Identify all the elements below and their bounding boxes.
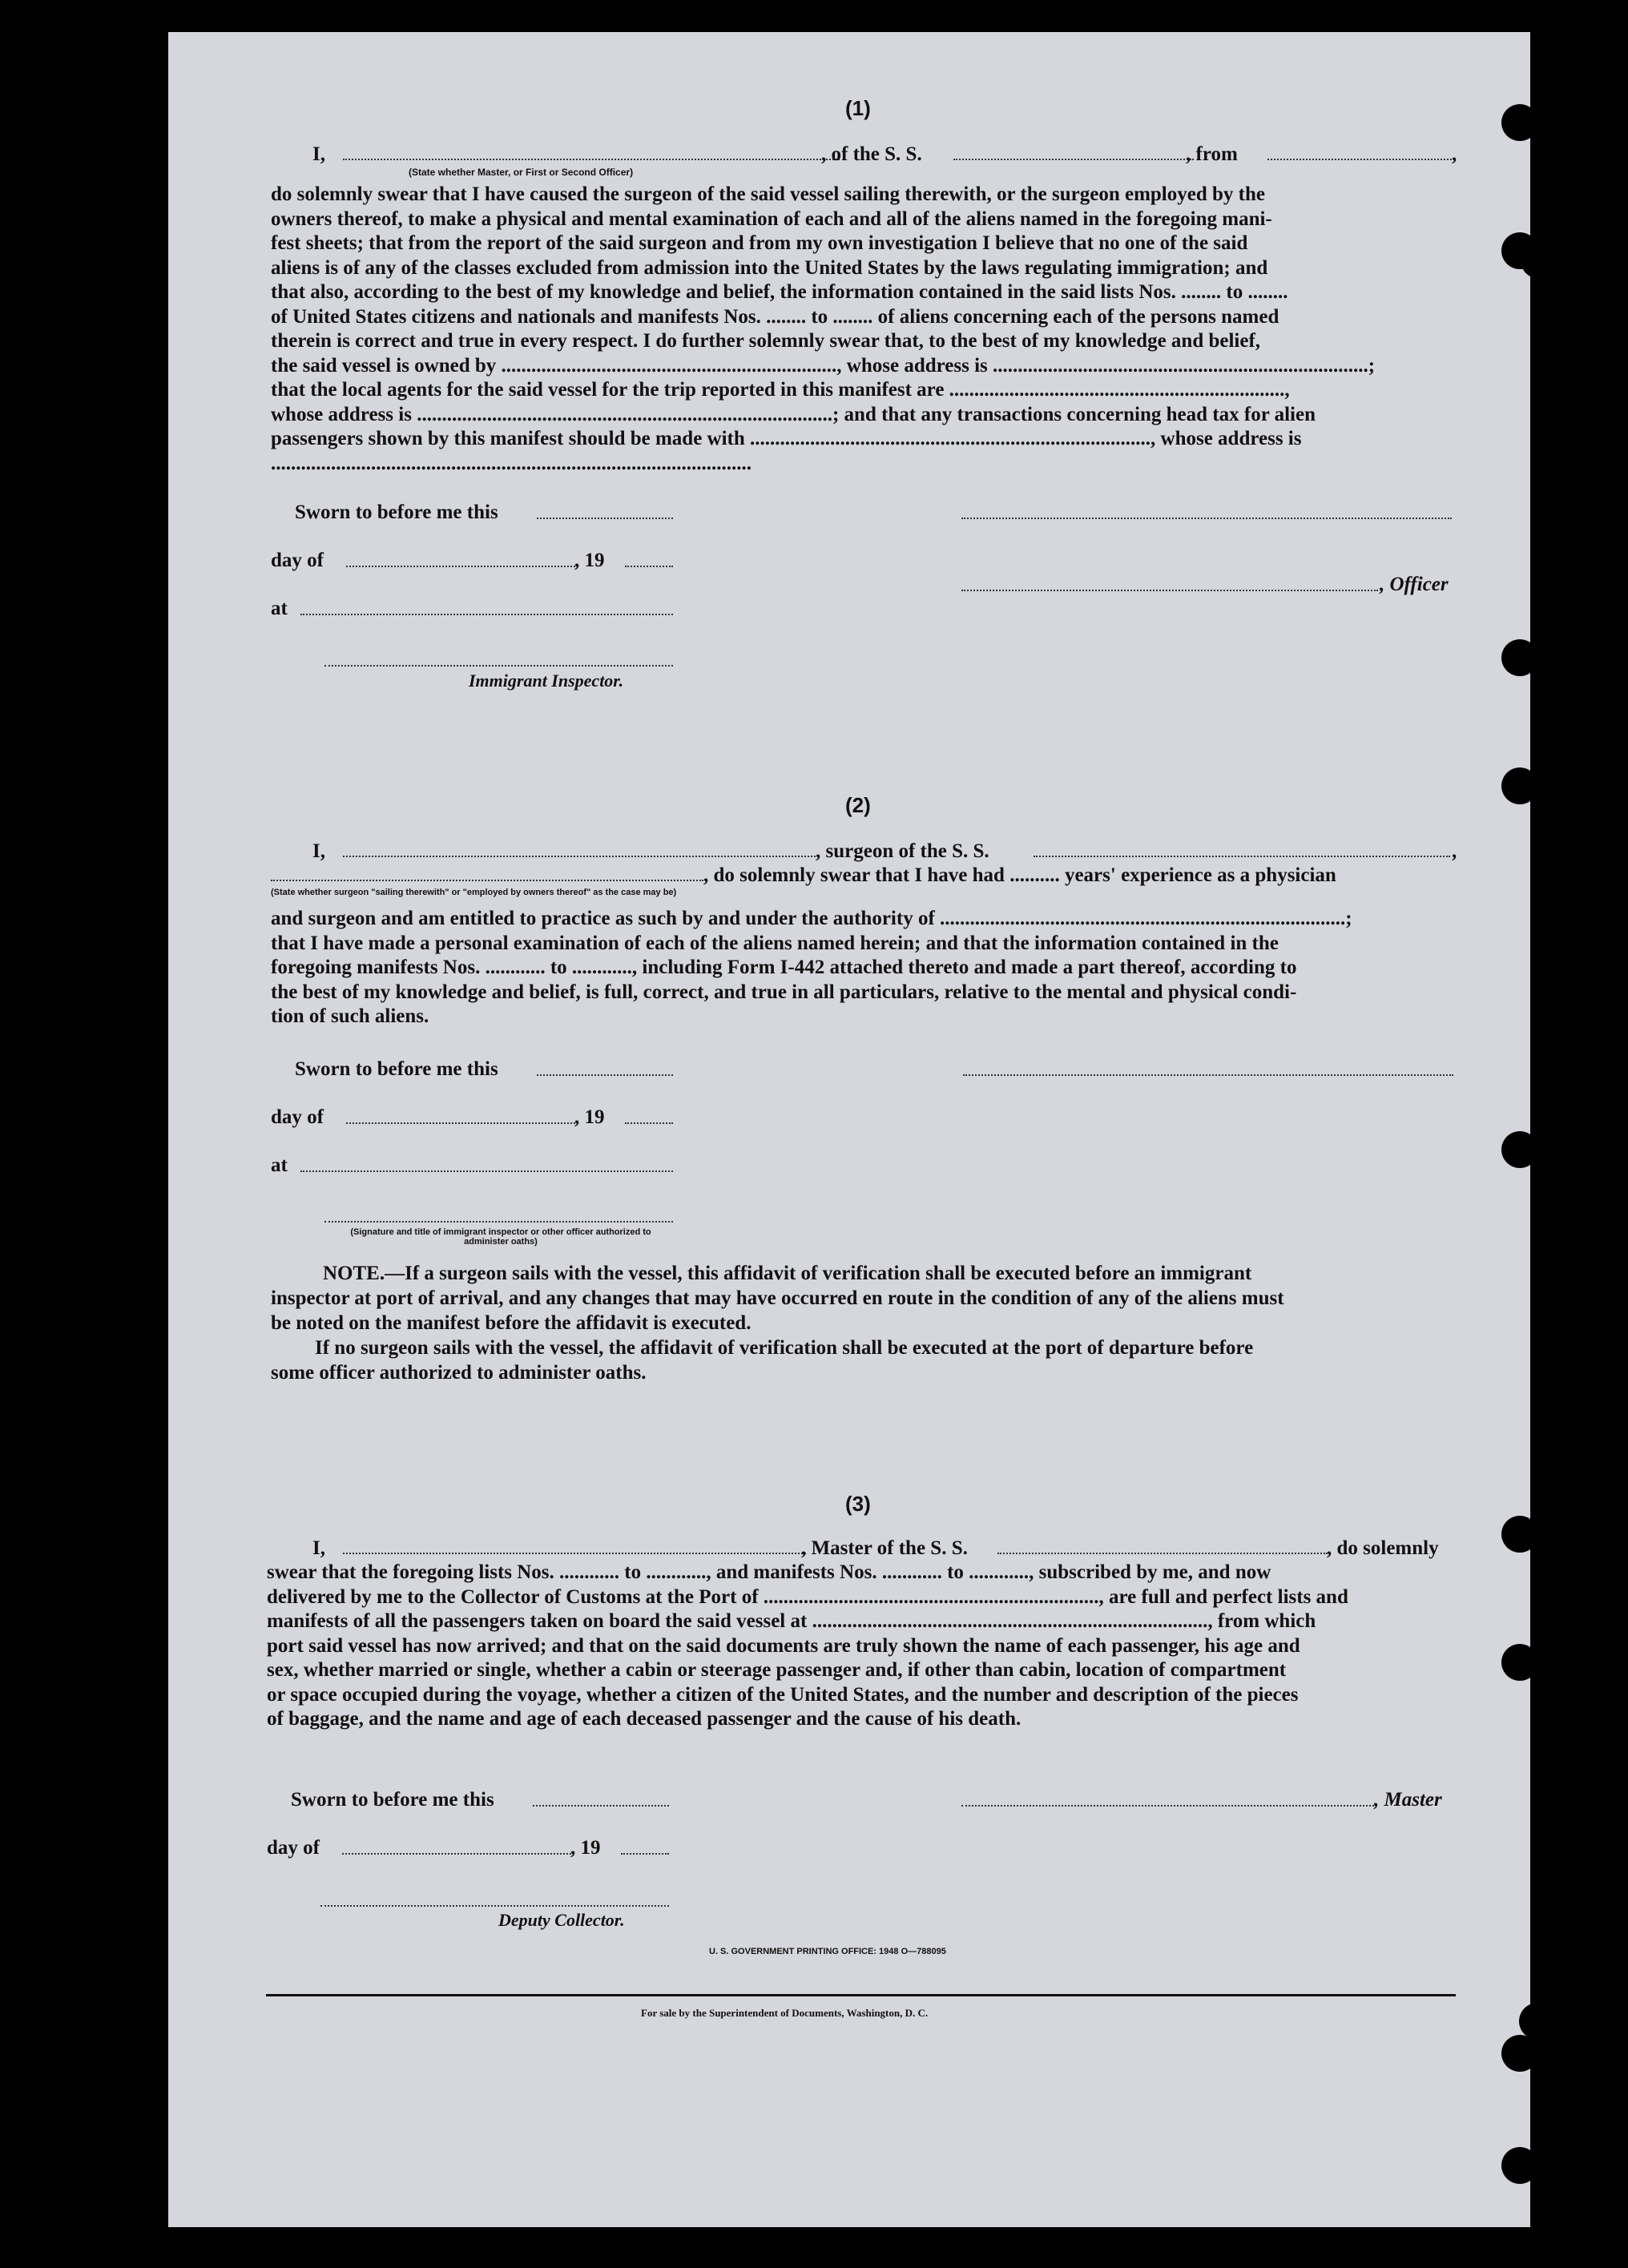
s1-line: whose address is ...................................................................................; and that any transactions concerning head tax for alien (271, 403, 1316, 425)
s2-signature-field[interactable] (963, 1074, 1453, 1076)
s1-signature-field[interactable] (961, 518, 1452, 519)
s1-day-of-label: day of (271, 550, 324, 571)
s2-line: tion of such aliens. (271, 1005, 429, 1027)
s1-line: the said vessel is owned by ..................................................................., whose address is ...........................................................................; (271, 354, 1376, 377)
punch-hole (1501, 1516, 1538, 1553)
note-line: some officer authorized to administer oaths. (271, 1362, 647, 1384)
s3-year-label: , 19 (570, 1837, 601, 1859)
s1-sworn-label: Sworn to before me this (295, 502, 498, 523)
s3-line: manifests of all the passengers taken on board the said vessel at ..............................................................................., from which (267, 1610, 1316, 1632)
s2-sworn-date-field[interactable] (537, 1074, 673, 1076)
s3-sworn-label: Sworn to before me this (291, 1789, 494, 1811)
s2-year-field[interactable] (625, 1122, 673, 1124)
punch-hole (1501, 1131, 1538, 1168)
s3-master-signature-field[interactable] (961, 1805, 1374, 1807)
s1-year-label: , 19 (574, 550, 605, 571)
s3-line: of baggage, and the name and age of each deceased passenger and the cause of his death. (267, 1708, 1022, 1730)
punch-hole (1521, 242, 1557, 279)
punch-hole (1501, 2147, 1538, 2184)
s1-officer-rank-field[interactable] (343, 159, 840, 160)
s1-line: therein is correct and true in every respect. I do further solemnly swear that, to the best of my knowledge and belief, (271, 330, 1261, 352)
s3-collector-label: Deputy Collector. (498, 1910, 625, 1930)
s1-from-field[interactable] (1267, 159, 1452, 160)
s2-line: the best of my knowledge and belief, is full, correct, and true in all particulars, relative to the mental and physical condi- (271, 981, 1297, 1003)
s1-vessel-field[interactable] (953, 159, 1194, 160)
s3-i-label: I, (312, 1537, 325, 1559)
s3-day-of-field[interactable] (342, 1853, 574, 1855)
section-2-number: (2) (845, 793, 871, 817)
s3-collector-signature-field[interactable] (320, 1905, 669, 1907)
punch-hole (1501, 639, 1538, 676)
s1-line: ................................................................................................ (271, 452, 752, 474)
s1-line: owners thereof, to make a physical and mental examination of each and all of the aliens named in the foregoing mani- (271, 207, 1272, 230)
sale-notice: For sale by the Superintendent of Documents, Washington, D. C. (641, 2007, 929, 2019)
s1-of-ss-label: , of the S. S. (821, 143, 922, 165)
form-page: (1) I, , of the S. S. , from , (State whether Master, or First or Second Officer) do solemnly swear that I have caused the surgeon of the said vessel sailing therewith, or the surgeon employed by the owners thereof, to make a physical and mental examination of each and all of the aliens named in the foregoing mani- fest sheets; that from the report of the said surgeon and from my own investigation I believe that no one of the said aliens is of any of the classes excluded from admission into the United States by the laws regulating immigration; and that also, according to the best of my knowledge and belief, the information contained in the said lists Nos. ........ to ........ of United States citizens and nationals and manifests Nos. ........ to ........ of aliens concerning each of the persons named therein is correct and true in every respect. I do further solemnly swear that, to the best of my knowledge and belief, the said vessel is owned by ..................................................................., whose address is ...........................................................................; that the local agents for the said vessel for the trip reported in this manifest are ..................................................................., whose address is ...................................................................................; and that any transactions concerning head tax for alien passengers shown by this manifest should be made with ................................................................................, whose address is ................................................................................................ Sworn to before me this day of , 19 , Officer at Immigrant Inspector. (2) I, , surgeon of the S. S. , , do solemnly swear that I have had .......... years' experience as a physician (State whether surgeon "sailing therewith" or "employed by owners thereof" as the case may be) and surgeon and am entitled to practice as such by and under the authority of .................................................................................; that I have made a personal examination of each of the aliens named herein; and that the information contained in the foregoing manifests Nos. ............ to ............, including Form I-442 attached thereto and made a part thereof, according to the best of my knowledge and belief, is full, correct, and true in all particulars, relative to the mental and physical condi- tion of such aliens. Sworn to before me this day of , 19 at (Signature and title of immigrant inspector or other officer authorized to administer oaths) NOTE.—If a surgeon sails with the vessel, this affidavit of verification shall be executed before an immigrant inspector at port of arrival, and any changes that may have occurred en route in the condition of any of the aliens must be noted on the manifest before the affidavit is executed. If no surgeon sails with the vessel, the affidavit of verification shall be executed at the port of departure before some officer authorized to administer oaths. (3) I, , Master of the S. S. , do solemnly swear that the foregoing lists Nos. ............ to ............, and manifests Nos. ............ to ............, subscribed by me, and now delivered by me to the Collector of Customs at the Port of ..................................................................., are full and perfect lists and manifests of all the passengers taken on board the said vessel at ..............................................................................., from which port said vessel has now arrived; and that on the said documents are truly shown the name of each passenger, his age and sex, whether married or single, whether a cabin or steerage passenger and, if other than cabin, location of compartment or space occupied during the voyage, whether a citizen of the United States, and the number and description of the pieces of baggage, and the name and age of each deceased passenger and the cause of his death. Sworn to before me this , Master day of , 19 Deputy Collector. U. S. GOVERNMENT PRINTING OFFICE: 1948 O—788095 For sale by the Superintendent of Documents, Washington, D. C. (168, 32, 1530, 2227)
s1-at-field[interactable] (300, 614, 673, 615)
s2-oath-paragraph (271, 907, 1457, 1029)
punch-hole (1501, 104, 1538, 141)
s1-rank-hint: (State whether Master, or First or Second Officer) (409, 167, 634, 178)
s2-surgeon-name-field[interactable] (343, 856, 816, 857)
s3-vessel-field[interactable] (997, 1553, 1328, 1554)
note-line: inspector at port of arrival, and any changes that may have occurred en route in the condition of any of the aliens must (271, 1287, 1284, 1309)
s2-at-field[interactable] (300, 1170, 673, 1172)
s1-line: of United States citizens and nationals and manifests Nos. ........ to ........ of aliens concerning each of the persons named (271, 305, 1279, 328)
punch-hole (1501, 1644, 1538, 1681)
s1-officer-label: , Officer (1380, 574, 1449, 595)
s3-year-field[interactable] (621, 1853, 669, 1855)
s1-inspector-signature-field[interactable] (324, 665, 673, 667)
footer-rule (266, 1994, 1456, 1996)
printing-office-imprint: U. S. GOVERNMENT PRINTING OFFICE: 1948 O—788095 (709, 1947, 946, 1956)
s2-line: and surgeon and am entitled to practice as such by and under the authority of .................................................................................; (271, 908, 1352, 929)
s2-line: foregoing manifests Nos. ............ to ............, including Form I-442 attached thereto and made a part thereof, according to (271, 957, 1297, 978)
s2-sworn-label: Sworn to before me this (295, 1058, 498, 1080)
s1-at-label: at (271, 598, 288, 619)
s2-at-label: at (271, 1154, 288, 1176)
s1-oath-paragraph (271, 183, 1457, 476)
s3-master-label: , Master of the S. S. (801, 1537, 968, 1559)
s1-sworn-date-field[interactable] (537, 518, 673, 519)
s2-year-label: , 19 (574, 1106, 605, 1128)
s2-experience-line: , do solemnly swear that I have had .......... years' experience as a physician (703, 864, 1336, 886)
s3-sworn-date-field[interactable] (533, 1805, 669, 1807)
s3-master-name-field[interactable] (343, 1553, 806, 1554)
punch-hole (1501, 767, 1538, 804)
s1-day-of-field[interactable] (346, 566, 578, 567)
s1-from-label: , from (1186, 143, 1238, 165)
s3-line: or space occupied during the voyage, whether a citizen of the United States, and the number and description of the pieces (267, 1683, 1299, 1706)
s3-day-of-label: day of (267, 1837, 320, 1859)
s2-status-hint: (State whether surgeon "sailing therewith" or "employed by owners thereof" as the case may be) (271, 888, 677, 897)
s2-surgeon-status-field[interactable] (271, 880, 703, 881)
s2-signature-caption: (Signature and title of immigrant inspector or other officer authorized to administer oaths) (350, 1227, 651, 1247)
note-line: be noted on the manifest before the affidavit is executed. (271, 1312, 752, 1334)
s1-i-label: I, (312, 143, 325, 165)
s1-line: do solemnly swear that I have caused the surgeon of the said vessel sailing therewith, or the surgeon employed by the (271, 183, 1265, 205)
s2-day-of-field[interactable] (346, 1122, 578, 1124)
note-line: NOTE.—If a surgeon sails with the vessel, this affidavit of verification shall be executed before an immigrant (323, 1263, 1252, 1284)
section-1-number: (1) (845, 96, 871, 120)
punch-hole (1519, 2003, 1556, 2040)
section-3-number: (3) (845, 1492, 871, 1516)
s2-day-of-label: day of (271, 1106, 324, 1128)
s1-line: that the local agents for the said vessel for the trip reported in this manifest are ..................................................................., (271, 379, 1290, 401)
s3-line: port said vessel has now arrived; and that on the said documents are truly shown the name of each passenger, his age and (267, 1634, 1300, 1657)
s3-master-sig-label: , Master (1374, 1789, 1442, 1811)
s3-line: delivered by me to the Collector of Customs at the Port of ..................................................................., are full and perfect lists and (267, 1585, 1348, 1608)
s3-oath-paragraph (267, 1561, 1457, 1732)
s3-solemnly-label: , do solemnly (1327, 1537, 1439, 1559)
s2-line: that I have made a personal examination of each of the aliens named herein; and that the information contained in the (271, 932, 1279, 954)
s2-surgeon-label: , surgeon of the S. S. (816, 840, 989, 862)
punch-hole (1501, 2035, 1538, 2072)
s1-line: passengers shown by this manifest should be made with ................................................................................, whose address is (271, 428, 1302, 449)
s2-officer-signature-field[interactable] (324, 1221, 673, 1223)
s1-officer-field[interactable] (961, 590, 1378, 591)
s3-line: swear that the foregoing lists Nos. ............ to ............, and manifests Nos. ............ to ............, subscribed by me, and now (267, 1561, 1271, 1583)
note-line: If no surgeon sails with the vessel, the affidavit of verification shall be executed at the port of departure before (315, 1337, 1254, 1359)
s2-i-label: I, (312, 840, 325, 862)
s1-line: that also, according to the best of my knowledge and belief, the information contained in the said lists Nos. ........ to ........ (271, 281, 1288, 303)
s1-line: aliens is of any of the classes excluded from admission into the United States by the laws regulating immigration; and (271, 256, 1268, 279)
s1-inspector-label: Immigrant Inspector. (469, 671, 624, 691)
s1-line: fest sheets; that from the report of the said surgeon and from my own investigation I believe that no one of the said (271, 232, 1248, 254)
s2-note (271, 1261, 1457, 1385)
s1-year-field[interactable] (625, 566, 673, 567)
s3-line: sex, whether married or single, whether a cabin or steerage passenger and, if other than cabin, location of compartment (267, 1659, 1287, 1681)
s2-vessel-field[interactable] (1034, 856, 1450, 857)
